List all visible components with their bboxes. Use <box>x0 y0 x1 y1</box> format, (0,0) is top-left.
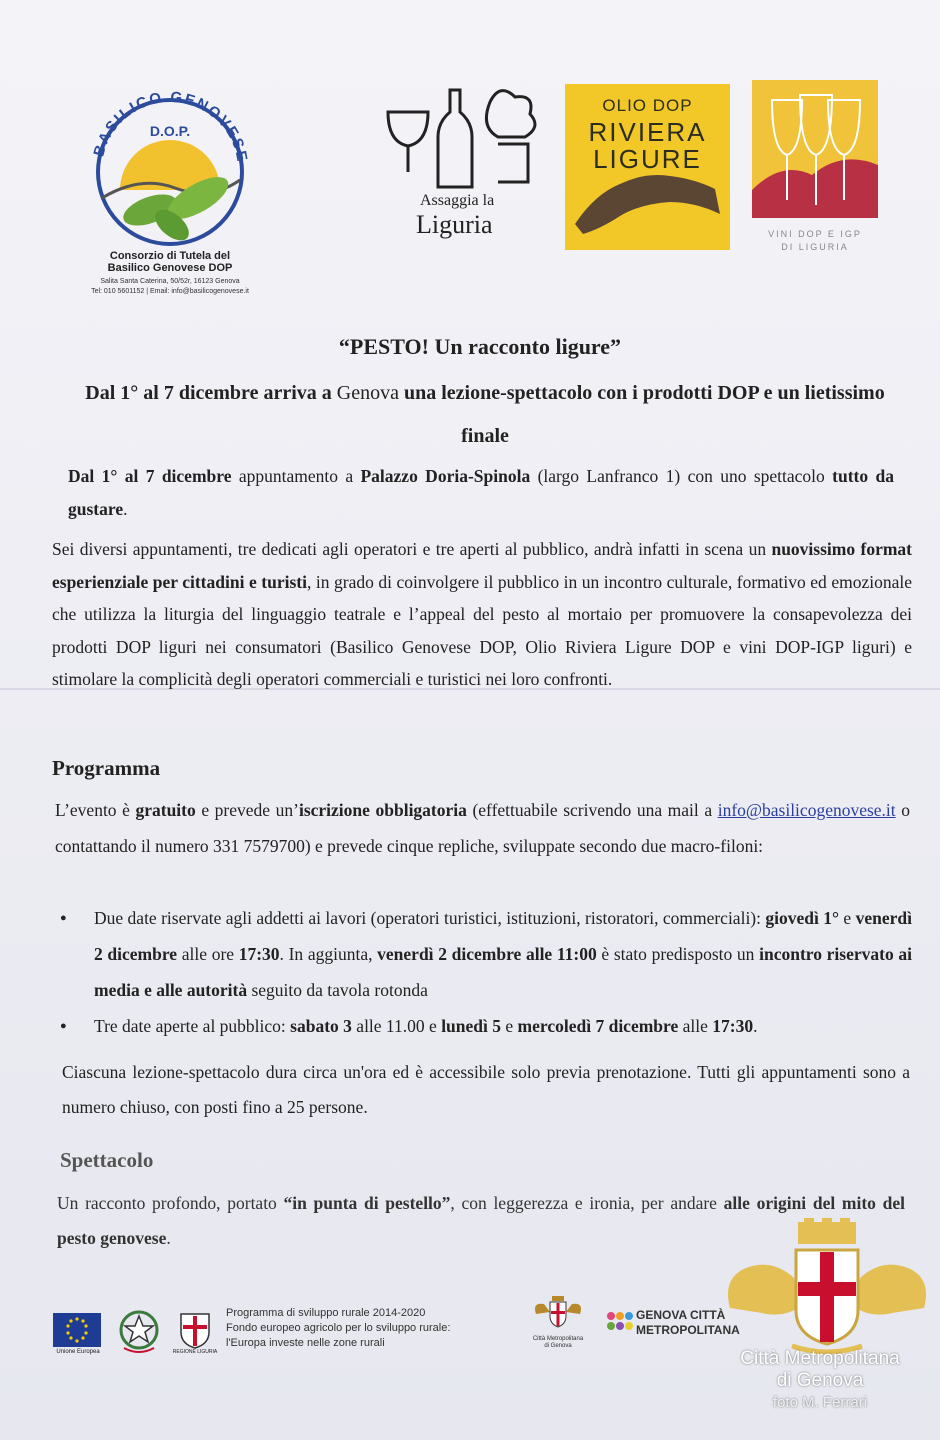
psr-line2: Fondo europeo agricolo per lo sviluppo rurale: <box>226 1322 451 1334</box>
watermark-credit: foto M. Ferrari <box>772 1394 868 1411</box>
bullet2-text-5: . <box>753 1016 758 1036</box>
intro-paragraph <box>68 460 894 526</box>
spettacolo-heading: Spettacolo <box>60 1148 154 1172</box>
bullet2-text-3: e <box>501 1016 518 1036</box>
intro-text-1: appuntamento a <box>231 466 361 486</box>
list-item <box>60 1008 912 1044</box>
basilico-consorzio-line1: Consorzio di Tutela del <box>109 250 231 262</box>
eu-caption: Unione Europea <box>56 1349 100 1355</box>
bullet2-bold-2: lunedì 5 <box>441 1016 502 1036</box>
programma-text-2: e prevede un’ <box>195 800 299 820</box>
liguria-map-icon <box>565 84 730 250</box>
intro-text-3: . <box>123 499 128 519</box>
watermark-line1: Città Metropolitana <box>740 1348 900 1369</box>
bullet1-text-6: seguito da tavola rotonda <box>247 980 428 1000</box>
gcm-line2: METROPOLITANA <box>636 1323 740 1337</box>
bullet2-text-1: Tre date aperte al pubblico: <box>94 1016 291 1036</box>
bullet1-bold-3: 17:30 <box>238 944 280 964</box>
description-text-1: Sei diversi appuntamenti, tre dedicati agli operatori e tre aperti al pubblico, andrà infatti in scena un <box>52 539 772 559</box>
psr-line3: l'Europa investe nelle zone rurali <box>226 1337 385 1349</box>
subtitle-part2: una lezione-spettacolo con i prodotti DOP e un lietissimo finale <box>398 382 885 447</box>
spettacolo-text-3: . <box>166 1228 171 1248</box>
bullet1-text-5: è stato predisposto un <box>596 944 760 964</box>
basilico-genovese-logo <box>80 80 260 305</box>
document-subtitle <box>70 372 900 458</box>
bullet2-bold-3: mercoledì 7 dicembre <box>517 1016 679 1036</box>
bullet1-bold-5: incontro riservato ai media e alle autorità <box>94 944 912 1000</box>
basilico-address: Salita Santa Caterina, 50/52r, 16123 Genova <box>100 278 240 285</box>
genova-crest-icon <box>722 1218 932 1368</box>
bullet1-bold-2: venerdì 2 dicembre <box>94 908 912 964</box>
spettacolo-highlight: alle origini del mito del pesto genovese <box>57 1193 905 1248</box>
intro-highlight: tutto da gustare <box>68 466 894 519</box>
svg-text:BASILICO GENOVESE: BASILICO GENOVESE <box>90 88 251 165</box>
svg-text:D.O.P.: D.O.P. <box>149 123 191 139</box>
spettacolo-quote: “in punta di pestello” <box>283 1193 451 1213</box>
psr-line1: Programma di sviluppo rurale 2014-2020 <box>226 1307 426 1319</box>
vini-line2: DI LIGURIA <box>781 242 849 252</box>
vini-line1: VINI DOP E IGP <box>768 229 862 239</box>
intro-text-2: (largo Lanfranco 1) con uno spettacolo <box>530 466 833 486</box>
email-link[interactable]: info@basilicogenovese.it <box>717 800 896 820</box>
spettacolo-text-2: , con leggerezza e ironia, per andare <box>450 1193 724 1213</box>
subtitle-part1: Dal 1° al 7 dicembre arriva a <box>85 382 337 404</box>
programma-text-4: o contattando il numero 331 7579700) e prevede cinque repliche, sviluppate secondo due macro-filoni: <box>55 800 910 856</box>
bullet2-text-2: alle 11.00 e <box>351 1016 442 1036</box>
programma-free: gratuito <box>135 800 196 820</box>
regione-caption: REGIONE LIGURIA <box>172 1349 218 1355</box>
assaggia-line2: Liguria <box>416 210 493 239</box>
schedule-list <box>60 900 912 1044</box>
programma-heading: Programma <box>52 756 161 780</box>
basilico-emblem-icon <box>80 80 260 250</box>
glass-bottle-leaf-icon <box>380 82 545 192</box>
bullet2-bold-4: 17:30 <box>712 1016 754 1036</box>
bullet1-bold-4: venerdì 2 dicembre alle 11:00 <box>377 944 597 964</box>
bullet1-text-2: e <box>839 908 856 928</box>
italian-republic-emblem-icon <box>118 1308 160 1356</box>
bullet1-text-3: alle ore <box>177 944 239 964</box>
programma-text-1: L’evento è <box>55 800 136 820</box>
document-title: “PESTO! Un racconto ligure” <box>338 334 622 359</box>
eu-flag-icon <box>53 1313 101 1347</box>
olio-line3: LIGURE <box>593 144 702 174</box>
wine-glasses-box <box>752 80 878 218</box>
cmg-small-line1: Città Metropolitana <box>532 1336 584 1342</box>
description-paragraph <box>52 533 912 696</box>
dots-icon <box>606 1310 634 1340</box>
intro-dates: Dal 1° al 7 dicembre <box>68 466 232 486</box>
intro-venue: Palazzo Doria-Spinola <box>360 466 531 486</box>
bullet1-bold-1: giovedì 1° <box>765 908 840 928</box>
olio-dop-riviera-ligure-logo <box>565 84 730 250</box>
bullet1-text-1: Due date riservate agli addetti ai lavori (operatori turistici, istituzioni, ristoratori, commerciali): <box>94 908 766 928</box>
watermark-line2: di Genova <box>776 1370 864 1391</box>
bullet1-text-4: . In aggiunta, <box>279 944 378 964</box>
booking-paragraph: Ciascuna lezione-spettacolo dura circa un'ora ed è accessibile solo previa prenotazione. Tutti gli appuntamenti sono a numero chiuso, con posti fino a 25 persone. <box>62 1062 910 1117</box>
psr-text <box>226 1306 476 1351</box>
subtitle-genova: Genova <box>336 382 399 404</box>
assaggia-line1: Assaggia la <box>420 192 495 209</box>
bullet2-bold-1: sabato 3 <box>290 1016 352 1036</box>
olio-line1: OLIO DOP <box>602 96 693 115</box>
bullet2-text-4: alle <box>678 1016 713 1036</box>
olio-line2: RIVIERA <box>588 117 707 147</box>
vini-dop-igp-liguria-logo <box>752 80 878 260</box>
programma-registration: iscrizione obbligatoria <box>298 800 467 820</box>
description-text-2: , in grado di coinvolgere il pubblico in un incontro culturale, formativo ed emozionale che utilizza la liturgia del linguaggio teatrale e l’appeal del pesto al mortaio per promuovere la consapevolezza dei prodotti DOP liguri nei consumatori (Basilico Genovese DOP, Olio Riviera Ligure DOP e vini DOP-IGP liguri) e stimolare la complicità degli operatori commerciali e turistici nei loro confronti. <box>52 571 912 689</box>
spettacolo-text-1: Un racconto profondo, portato <box>57 1193 284 1213</box>
genova-citta-metropolitana-logo <box>606 1308 740 1342</box>
programma-text-3: (effettuabile scrivendo una mail a <box>466 800 718 820</box>
basilico-contacts: Tel: 010 5601152 | Email: info@basilicogenovese.it <box>91 288 249 295</box>
wine-glasses-icon <box>752 80 878 218</box>
basilico-consorzio-line2: Basilico Genovese DOP <box>107 262 233 274</box>
description-highlight: nuovissimo format esperienziale per cittadini e turisti <box>52 539 912 592</box>
assaggia-la-liguria-logo <box>380 82 545 252</box>
programma-paragraph <box>55 792 910 864</box>
cmg-small-line2: di Genova <box>544 1343 572 1349</box>
citta-metropolitana-small-caption <box>522 1336 594 1350</box>
gcm-line1: GENOVA CITTÀ <box>636 1308 726 1322</box>
list-item <box>60 900 912 1008</box>
vini-caption <box>752 228 878 254</box>
